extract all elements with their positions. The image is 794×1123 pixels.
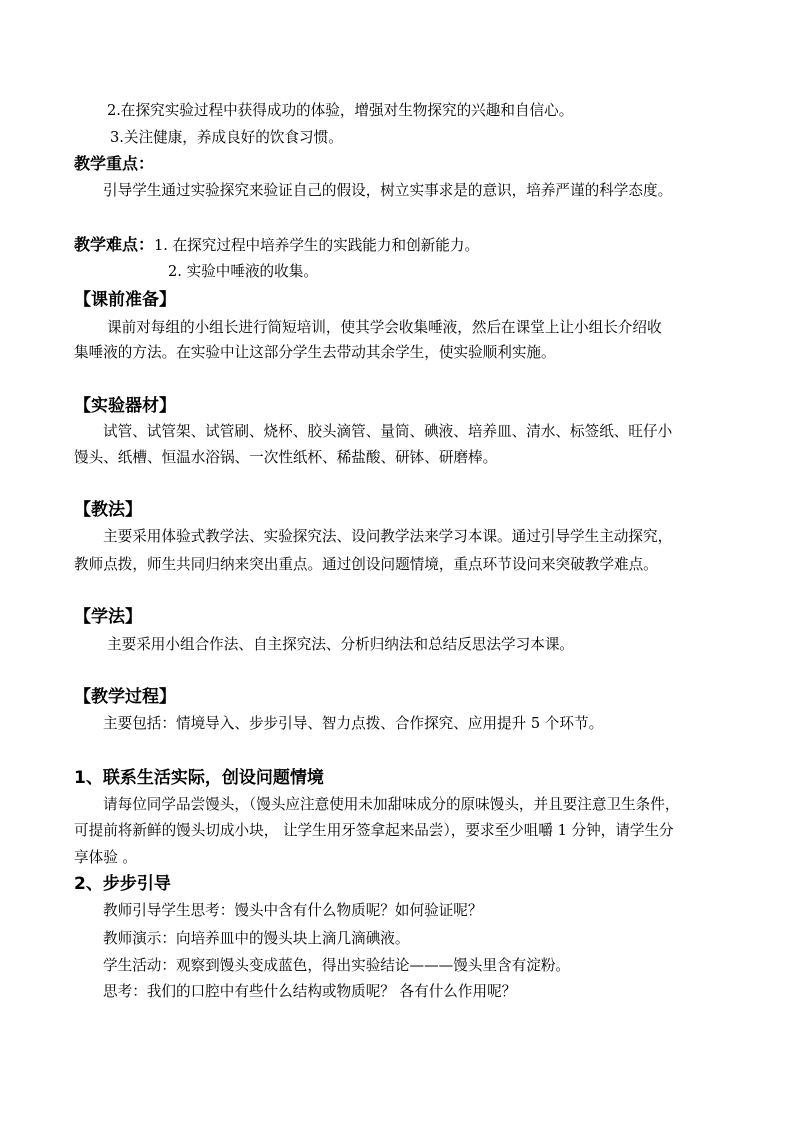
preparation-heading: 【课前准备】 [74, 290, 176, 310]
equipment-line-1: 试管、试管架、试管刷、烧杯、胶头滴管、量筒、碘液、培养皿、清水、标签纸、旺仔小 [103, 423, 673, 440]
preparation-line-2: 集唾液的方法。在实验中让这部分学生去带动其余学生，使实验顺利实施。 [74, 344, 556, 361]
difficulty-item-1: 1. 在探究过程中培养学生的实践能力和创新能力。 [154, 237, 480, 254]
process-heading: 【教学过程】 [74, 687, 176, 707]
difficulty-item-2: 2. 实验中唾液的收集。 [168, 263, 318, 280]
key-point-heading: 教学重点： [74, 154, 155, 173]
learning-method-heading: 【学法】 [74, 607, 142, 627]
teaching-method-line-2: 教师点拨，师生共同归纳来突出重点。通过创设问题情境，重点环节设问来突破教学难点。 [74, 556, 658, 573]
objective-2: 2.在探究实验过程中获得成功的体验，增强对生物探究的兴趣和自信心。 [107, 102, 574, 119]
difficulty-heading [74, 234, 479, 257]
equipment-line-2: 馒头、纸槽、恒温水浴锅、一次性纸杯、稀盐酸、研钵、研磨棒。 [74, 449, 498, 466]
teaching-method-heading: 【教法】 [74, 500, 142, 520]
learning-method-line-1: 主要采用小组合作法、自主探究法、分析归纳法和总结反思法学习本课。 [107, 636, 575, 653]
preparation-line-1: 课前对每组的小组长进行简短培训，使其学会收集唾液，然后在课堂上让小组长介绍收 [107, 319, 662, 336]
process-line-1: 主要包括：情境导入、步步引导、智力点拨、合作探究、应用提升 5 个环节。 [103, 715, 604, 732]
section-2-line-2: 教师演示：向培养皿中的馒头块上滴几滴碘液。 [103, 930, 410, 947]
section-2-line-4: 思考：我们的口腔中有些什么结构或物质呢？ 各有什么作用呢？ [103, 983, 517, 1000]
teaching-method-line-1: 主要采用体验式教学法、实验探究法、设问教学法来学习本课。通过引导学生主动探究， [103, 528, 673, 545]
section-2-heading: 2、步步引导 [74, 874, 171, 894]
section-2-line-1: 教师引导学生思考：馒头中含有什么物质呢？如何验证呢？ [103, 902, 483, 919]
objective-3: 3.关注健康，养成良好的饮食习惯。 [110, 129, 343, 146]
difficulty-heading-label: 教学难点： [74, 235, 155, 254]
section-2-line-3: 学生活动：观察到馒头变成蓝色，得出实验结论———馒头里含有淀粉。 [103, 957, 571, 974]
section-1-line-2: 可提前将新鲜的馒头切成小块， 让学生用牙签拿起来品尝），要求至少咀嚼 1 分钟，请学生分 [74, 822, 674, 839]
section-1-line-1: 请每位同学品尝馒头，（馒头应注意使用未加甜味成分的原味馒头，并且要注意卫生条件， [103, 796, 680, 813]
equipment-heading: 【实验器材】 [74, 396, 176, 416]
section-1-heading: 1、联系生活实际，创设问题情境 [74, 768, 324, 788]
section-1-line-3: 享体验 。 [74, 849, 138, 866]
key-point-text: 引导学生通过实验探究来验证自己的假设，树立实事求是的意识，培养严谨的科学态度。 [103, 182, 673, 199]
